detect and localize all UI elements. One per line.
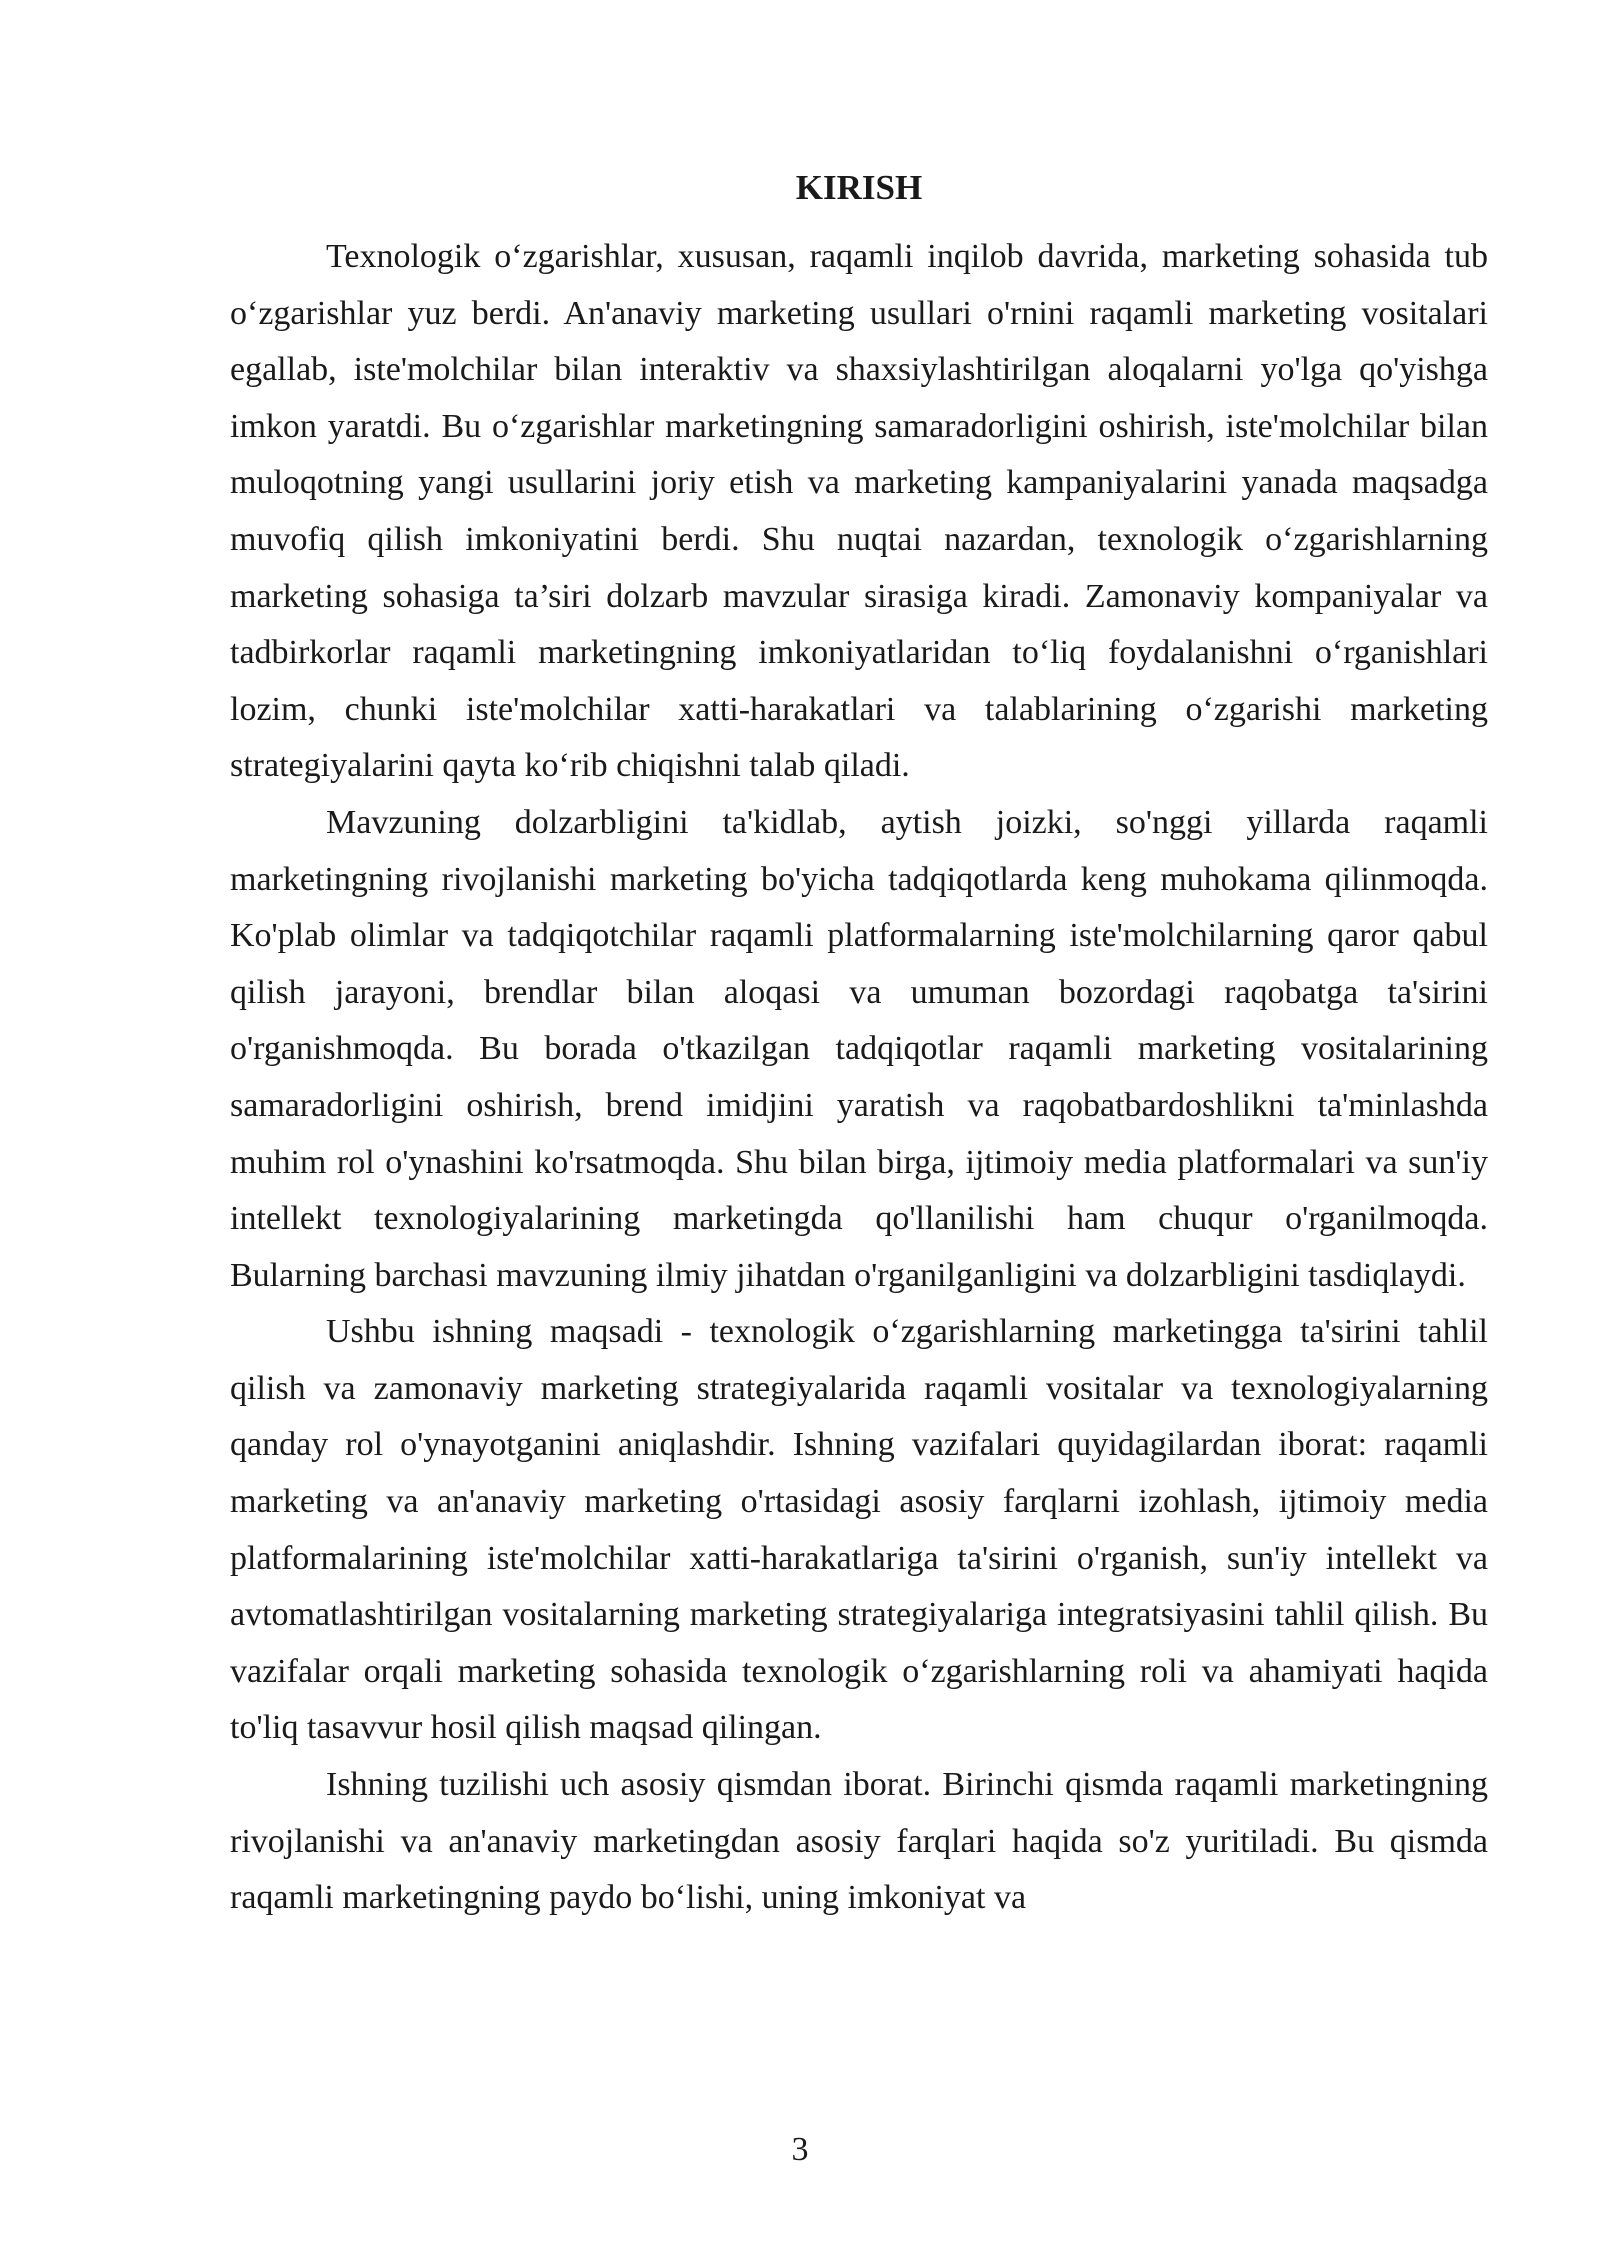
- paragraph-3: Ushbu ishning maqsadi - texnologik o‘zgarishlarning marketingga ta'sirini tahlil qilish va zamonaviy marketing strategiyalarida raqamli vositalar va texnologiyalarning qanday rol o'ynayotganini aniqlashdir. Ishning vazifalari quyidagilardan iborat: raqamli marketing va an'anaviy marketing o'rtasidagi asosiy farqlarni izohlash, ijtimoiy media platformalarining iste'molchilar xatti-harakatlariga ta'sirini o'rganish, sun'iy intellekt va avtomatlashtirilgan vositalarning marketing strategiyalariga integratsiyasini tahlil qilish. Bu vazifalar orqali marketing sohasida texnologik o‘zgarishlarning roli va ahamiyati haqida to'liq tasavvur hosil qilish maqsad qilingan.: [230, 1313, 1488, 1747]
- paragraph-4: Ishning tuzilishi uch asosiy qismdan iborat. Birinchi qismda raqamli marketingning rivojlanishi va an'anaviy marketingdan asosiy farqlari haqida so'z yuritiladi. Bu qismda raqamli marketingning paydo bo‘lishi, uning imkoniyat va: [230, 1766, 1488, 1917]
- paragraph-2: Mavzuning dolzarbligini ta'kidlab, aytish joizki, so'nggi yillarda raqamli marketingning rivojlanishi marketing bo'yicha tadqiqotlarda keng muhokama qilinmoqda. Ko'plab olimlar va tadqiqotchilar raqamli platformalarning iste'molchilarning qaror qabul qilish jarayoni, brendlar bilan aloqasi va umuman bozordagi raqobatga ta'sirini o'rganishmoqda. Bu borada o'tkazilgan tadqiqotlar raqamli marketing vositalarining samaradorligini oshirish, brend imidjini yaratish va raqobatbardoshlikni ta'minlashda muhim rol o'ynashini ko'rsatmoqda. Shu bilan birga, ijtimoiy media platformalari va sun'iy intellekt texnologiyalarining marketingda qo'llanilishi ham chuqur o'rganilmoqda. Bularning barchasi mavzuning ilmiy jihatdan o'rganilganligini va dolzarbligini tasdiqlaydi.: [230, 803, 1488, 1294]
- page-title: KIRISH: [795, 168, 923, 207]
- page-number: 3: [791, 2131, 809, 2168]
- page-content: [230, 168, 1488, 1927]
- paragraph-1: Texnologik o‘zgarishlar, xususan, raqamli inqilob davrida, marketing sohasida tub o‘zgarishlar yuz berdi. An'anaviy marketing usullari o'rnini raqamli marketing vositalari egallab, iste'molchilar bilan interaktiv va shaxsiylashtirilgan aloqalarni yo'lga qo'yishga imkon yaratdi. Bu o‘zgarishlar marketingning samaradorligini oshirish, iste'molchilar bilan muloqotning yangi usullarini joriy etish va marketing kampaniyalarini yanada maqsadga muvofiq qilish imkoniyatini berdi. Shu nuqtai nazardan, texnologik o‘zgarishlarning marketing sohasiga ta’siri dolzarb mavzular sirasiga kiradi. Zamonaviy kompaniyalar va tadbirkorlar raqamli marketingning imkoniyatlaridan to‘liq foydalanishni o‘rganishlari lozim, chunki iste'molchilar xatti-harakatlari va talablarining o‘zgarishi marketing strategiyalarini qayta ko‘rib chiqishni talab qiladi.: [230, 238, 1488, 785]
